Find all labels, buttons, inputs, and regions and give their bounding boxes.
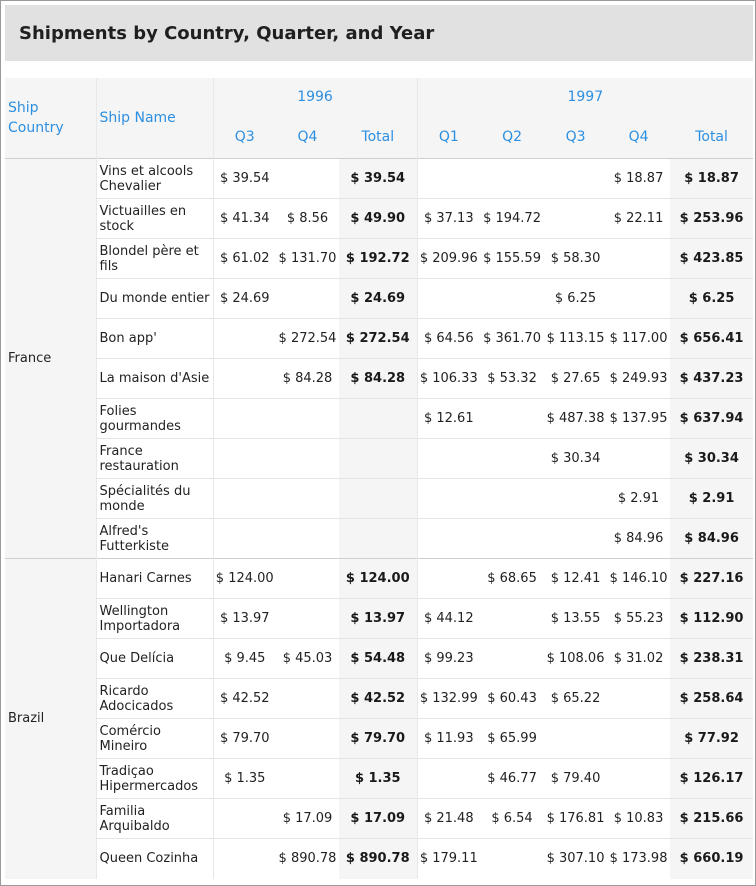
value-cell[interactable]: $ 44.12 (417, 599, 480, 639)
country-cell[interactable]: France (5, 159, 96, 559)
value-cell[interactable]: $ 65.22 (544, 679, 607, 719)
value-cell[interactable]: $ 53.32 (480, 359, 544, 399)
table-row (5, 439, 753, 479)
total-cell[interactable]: $ 272.54 (339, 319, 417, 359)
value-cell[interactable] (480, 439, 544, 479)
value-cell[interactable]: $ 41.34 (213, 199, 276, 239)
table-row (5, 239, 753, 279)
value-cell[interactable] (544, 159, 607, 199)
value-cell[interactable] (417, 759, 480, 799)
total-cell[interactable]: $ 656.41 (670, 319, 753, 359)
value-cell[interactable]: $ 99.23 (417, 639, 480, 679)
header-1996-q3[interactable]: Q3 (213, 116, 276, 159)
table-row (5, 319, 753, 359)
value-cell[interactable] (417, 439, 480, 479)
value-cell[interactable] (417, 519, 480, 559)
value-cell[interactable]: $ 12.61 (417, 399, 480, 439)
value-cell[interactable]: $ 21.48 (417, 799, 480, 839)
total-cell[interactable]: $ 437.23 (670, 359, 753, 399)
value-cell[interactable]: $ 46.77 (480, 759, 544, 799)
total-cell[interactable]: $ 24.69 (339, 279, 417, 319)
value-cell[interactable] (213, 399, 276, 439)
total-cell[interactable]: $ 1.35 (339, 759, 417, 799)
title-bar (5, 5, 753, 61)
ship-name-cell[interactable]: Folies gourmandes (96, 399, 213, 439)
value-cell[interactable] (480, 519, 544, 559)
value-cell[interactable] (276, 439, 339, 479)
value-cell[interactable] (480, 839, 544, 879)
total-cell[interactable]: $ 215.66 (670, 799, 753, 839)
ship-name-cell[interactable]: Victuailles en stock (96, 199, 213, 239)
value-cell[interactable]: $ 890.78 (276, 839, 339, 879)
total-cell[interactable]: $ 253.96 (670, 199, 753, 239)
value-cell[interactable] (607, 239, 670, 279)
value-cell[interactable]: $ 18.87 (607, 159, 670, 199)
value-cell[interactable]: $ 131.70 (276, 239, 339, 279)
total-cell[interactable]: $ 660.19 (670, 839, 753, 879)
ship-name-cell[interactable]: Familia Arquibaldo (96, 799, 213, 839)
total-cell[interactable]: $ 238.31 (670, 639, 753, 679)
value-cell[interactable]: $ 68.65 (480, 559, 544, 599)
value-cell[interactable]: $ 55.23 (607, 599, 670, 639)
ship-name-cell[interactable]: Vins et alcools Chevalier (96, 159, 213, 199)
value-cell[interactable]: $ 37.13 (417, 199, 480, 239)
value-cell[interactable]: $ 24.69 (213, 279, 276, 319)
value-cell[interactable]: $ 146.10 (607, 559, 670, 599)
value-cell[interactable] (544, 519, 607, 559)
ship-name-cell[interactable]: Bon app' (96, 319, 213, 359)
total-cell[interactable]: $ 30.34 (670, 439, 753, 479)
total-cell[interactable]: $ 13.97 (339, 599, 417, 639)
total-cell[interactable]: $ 54.48 (339, 639, 417, 679)
value-cell[interactable] (213, 359, 276, 399)
total-cell[interactable]: $ 890.78 (339, 839, 417, 879)
value-cell[interactable]: $ 39.54 (213, 159, 276, 199)
value-cell[interactable]: $ 361.70 (480, 319, 544, 359)
value-cell[interactable]: $ 272.54 (276, 319, 339, 359)
value-cell[interactable]: $ 9.45 (213, 639, 276, 679)
value-cell[interactable] (417, 279, 480, 319)
ship-name-cell[interactable]: Queen Cozinha (96, 839, 213, 879)
value-cell[interactable]: $ 84.28 (276, 359, 339, 399)
value-cell[interactable] (544, 719, 607, 759)
value-cell[interactable]: $ 137.95 (607, 399, 670, 439)
pivot-grid (5, 78, 753, 885)
value-cell[interactable]: $ 17.09 (276, 799, 339, 839)
value-cell[interactable] (276, 599, 339, 639)
table-row (5, 519, 753, 559)
value-cell[interactable] (213, 319, 276, 359)
value-cell[interactable]: $ 31.02 (607, 639, 670, 679)
value-cell[interactable] (213, 479, 276, 519)
value-cell[interactable]: $ 179.11 (417, 839, 480, 879)
header-1997-q1[interactable]: Q1 (417, 116, 480, 159)
value-cell[interactable] (480, 159, 544, 199)
value-cell[interactable]: $ 13.97 (213, 599, 276, 639)
value-cell[interactable]: $ 194.72 (480, 199, 544, 239)
value-cell[interactable] (276, 759, 339, 799)
value-cell[interactable] (417, 159, 480, 199)
total-cell[interactable]: $ 49.90 (339, 199, 417, 239)
value-cell[interactable] (213, 839, 276, 879)
value-cell[interactable]: $ 117.00 (607, 319, 670, 359)
value-cell[interactable]: $ 30.34 (544, 439, 607, 479)
value-cell[interactable] (213, 519, 276, 559)
value-cell[interactable] (544, 479, 607, 519)
header-year-1997[interactable]: 1997 (417, 78, 753, 116)
table-row (5, 679, 753, 719)
table-row (5, 639, 753, 679)
ship-name-cell[interactable]: La maison d'Asie (96, 359, 213, 399)
value-cell[interactable] (480, 599, 544, 639)
total-cell[interactable]: $ 423.85 (670, 239, 753, 279)
value-cell[interactable] (213, 439, 276, 479)
header-1997-total[interactable]: Total (670, 116, 753, 159)
value-cell[interactable] (607, 679, 670, 719)
total-cell[interactable]: $ 227.16 (670, 559, 753, 599)
table-row (5, 799, 753, 839)
table-row (5, 759, 753, 799)
value-cell[interactable]: $ 27.65 (544, 359, 607, 399)
ship-name-cell[interactable]: Que Delícia (96, 639, 213, 679)
value-cell[interactable]: $ 79.70 (213, 719, 276, 759)
value-cell[interactable]: $ 176.81 (544, 799, 607, 839)
value-cell[interactable]: $ 108.06 (544, 639, 607, 679)
total-cell[interactable]: $ 39.54 (339, 159, 417, 199)
value-cell[interactable] (276, 279, 339, 319)
table-row (5, 479, 753, 519)
value-cell[interactable]: $ 60.43 (480, 679, 544, 719)
value-cell[interactable] (276, 399, 339, 439)
value-cell[interactable]: $ 79.40 (544, 759, 607, 799)
total-cell[interactable]: $ 77.92 (670, 719, 753, 759)
table-row (5, 199, 753, 239)
total-cell[interactable]: $ 126.17 (670, 759, 753, 799)
value-cell[interactable]: $ 45.03 (276, 639, 339, 679)
total-cell[interactable]: $ 79.70 (339, 719, 417, 759)
table-row (5, 719, 753, 759)
value-cell[interactable] (276, 519, 339, 559)
value-cell[interactable]: $ 58.30 (544, 239, 607, 279)
value-cell[interactable] (276, 159, 339, 199)
total-cell[interactable]: $ 84.28 (339, 359, 417, 399)
ship-name-cell[interactable]: Du monde entier (96, 279, 213, 319)
value-cell[interactable] (276, 719, 339, 759)
value-cell[interactable] (607, 279, 670, 319)
value-cell[interactable]: $ 65.99 (480, 719, 544, 759)
value-cell[interactable]: $ 13.55 (544, 599, 607, 639)
value-cell[interactable] (480, 639, 544, 679)
table-row (5, 559, 753, 599)
ship-name-cell[interactable]: Spécialités du monde (96, 479, 213, 519)
value-cell[interactable] (480, 279, 544, 319)
total-cell[interactable]: $ 637.94 (670, 399, 753, 439)
header-ship-country[interactable]: Ship Country (5, 78, 96, 159)
header-year-1996[interactable]: 1996 (213, 78, 417, 116)
value-cell[interactable]: $ 124.00 (213, 559, 276, 599)
value-cell[interactable] (276, 679, 339, 719)
ship-name-cell[interactable]: Tradiçao Hipermercados (96, 759, 213, 799)
value-cell[interactable] (544, 199, 607, 239)
ship-name-cell[interactable]: France restauration (96, 439, 213, 479)
header-1997-q3[interactable]: Q3 (544, 116, 607, 159)
value-cell[interactable] (276, 479, 339, 519)
header-1996-q4[interactable]: Q4 (276, 116, 339, 159)
total-cell[interactable]: $ 192.72 (339, 239, 417, 279)
value-cell[interactable]: $ 155.59 (480, 239, 544, 279)
value-cell[interactable]: $ 132.99 (417, 679, 480, 719)
header-1997-q2[interactable]: Q2 (480, 116, 544, 159)
value-cell[interactable]: $ 106.33 (417, 359, 480, 399)
value-cell[interactable] (607, 759, 670, 799)
total-cell[interactable] (339, 519, 417, 559)
pivot-table (5, 78, 753, 879)
total-cell[interactable]: $ 124.00 (339, 559, 417, 599)
total-cell[interactable]: $ 18.87 (670, 159, 753, 199)
value-cell[interactable]: $ 307.10 (544, 839, 607, 879)
value-cell[interactable]: $ 22.11 (607, 199, 670, 239)
country-cell[interactable]: Brazil (5, 559, 96, 879)
table-row (5, 359, 753, 399)
header-1997-q4[interactable]: Q4 (607, 116, 670, 159)
ship-name-cell[interactable]: Hanari Carnes (96, 559, 213, 599)
value-cell[interactable] (607, 439, 670, 479)
table-row (5, 599, 753, 639)
value-cell[interactable]: $ 1.35 (213, 759, 276, 799)
table-row (5, 159, 753, 199)
total-cell[interactable]: $ 112.90 (670, 599, 753, 639)
ship-name-cell[interactable]: Comércio Mineiro (96, 719, 213, 759)
value-cell[interactable]: $ 209.96 (417, 239, 480, 279)
value-cell[interactable]: $ 113.15 (544, 319, 607, 359)
ship-name-cell[interactable]: Blondel père et fils (96, 239, 213, 279)
value-cell[interactable] (276, 559, 339, 599)
value-cell[interactable] (607, 719, 670, 759)
pivot-body (5, 159, 753, 879)
ship-name-cell[interactable]: Alfred's Futterkiste (96, 519, 213, 559)
value-cell[interactable] (417, 479, 480, 519)
value-cell[interactable] (480, 399, 544, 439)
table-row (5, 399, 753, 439)
value-cell[interactable]: $ 12.41 (544, 559, 607, 599)
value-cell[interactable]: $ 8.56 (276, 199, 339, 239)
value-cell[interactable]: $ 64.56 (417, 319, 480, 359)
value-cell[interactable]: $ 2.91 (607, 479, 670, 519)
table-row (5, 279, 753, 319)
table-row (5, 839, 753, 879)
total-cell[interactable]: $ 6.25 (670, 279, 753, 319)
total-cell[interactable]: $ 258.64 (670, 679, 753, 719)
value-cell[interactable]: $ 6.25 (544, 279, 607, 319)
value-cell[interactable] (480, 479, 544, 519)
value-cell[interactable] (213, 799, 276, 839)
value-cell[interactable] (417, 559, 480, 599)
value-cell[interactable]: $ 6.54 (480, 799, 544, 839)
grid-title: Shipments by Country, Quarter, and Year (19, 22, 435, 44)
value-cell[interactable]: $ 84.96 (607, 519, 670, 559)
header-ship-name[interactable]: Ship Name (96, 78, 213, 159)
total-cell[interactable]: $ 42.52 (339, 679, 417, 719)
total-cell[interactable]: $ 2.91 (670, 479, 753, 519)
header-1996-total[interactable]: Total (339, 116, 417, 159)
value-cell[interactable]: $ 173.98 (607, 839, 670, 879)
total-cell[interactable] (339, 439, 417, 479)
value-cell[interactable]: $ 249.93 (607, 359, 670, 399)
value-cell[interactable]: $ 487.38 (544, 399, 607, 439)
value-cell[interactable]: $ 61.02 (213, 239, 276, 279)
ship-name-cell[interactable]: Wellington Importadora (96, 599, 213, 639)
value-cell[interactable]: $ 11.93 (417, 719, 480, 759)
ship-name-cell[interactable]: Ricardo Adocicados (96, 679, 213, 719)
total-cell[interactable] (339, 479, 417, 519)
total-cell[interactable]: $ 17.09 (339, 799, 417, 839)
total-cell[interactable]: $ 84.96 (670, 519, 753, 559)
total-cell[interactable] (339, 399, 417, 439)
value-cell[interactable]: $ 10.83 (607, 799, 670, 839)
value-cell[interactable]: $ 42.52 (213, 679, 276, 719)
